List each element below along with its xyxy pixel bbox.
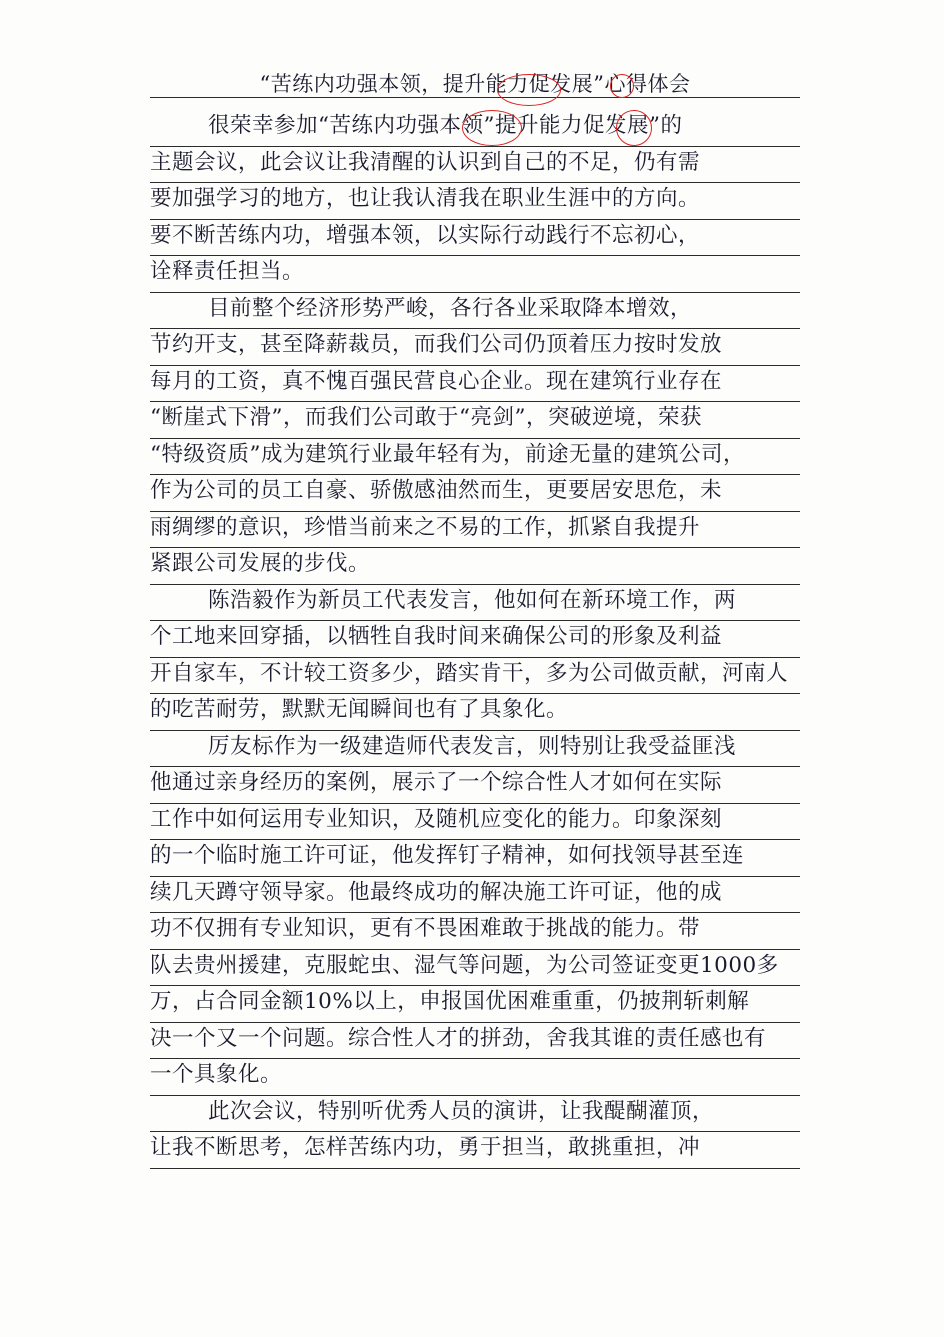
text-line: 万，占合同金额10%以上，申报国优困难重重，仍披荆斩刺解 [150,989,750,1014]
text-line: 诠释责任担当。 [150,259,305,284]
text-line: 的吃苦耐劳，默默无闻瞬间也有了具象化。 [150,697,569,722]
ruled-line [150,803,800,804]
text-line: 节约开支，甚至降薪裁员，而我们公司仍顶着压力按时发放 [150,332,723,357]
text-line: 的一个临时施工许可证，他发挥钉子精神，如何找领导甚至连 [150,843,745,868]
ruled-line [150,328,800,329]
correction-circle [610,74,634,98]
text-line: 让我不断思考，怎样苦练内功，勇于担当，敢挑重担，冲 [150,1135,701,1160]
ruled-line [150,219,800,220]
text-line: 此次会议，特别听优秀人员的演讲，让我醍醐灌顶， [208,1098,715,1124]
ruled-line [150,182,800,183]
text-line: 要不断苦练内功，增强本领，以实际行动践行不忘初心， [150,222,701,248]
text-line: 陈浩毅作为新员工代表发言，他如何在新环境工作，两 [208,587,737,613]
ruled-line [150,693,800,694]
ruled-line [150,547,800,548]
correction-circle [462,110,522,146]
ruled-line [150,1022,800,1023]
text-line: 要加强学习的地方，也让我认清我在职业生涯中的方向。 [150,186,701,211]
text-line: 每月的工资，真不愧百强民营良心企业。现在建筑行业存在 [150,368,723,394]
text-line: 紧跟公司发展的步伐。 [150,551,371,576]
ruled-line [150,438,800,439]
ruled-line [150,255,800,256]
text-line: 作为公司的员工自豪、骄傲感油然而生，更要居安思危，未 [150,478,723,503]
ruled-line [150,730,800,731]
correction-circle [616,110,652,146]
text-line: 续几天蹲守领导家。他最终成功的解决施工许可证，他的成 [150,879,723,905]
text-line: 个工地来回穿插，以牺牲自我时间来确保公司的形象及利益 [150,624,723,649]
ruled-line [150,912,800,913]
ruled-line [150,1168,800,1169]
correction-circle [497,74,561,106]
ruled-line [150,146,800,147]
ruled-line [150,839,800,840]
text-line: 开自家车，不计较工资多少，踏实肯干，多为公司做贡献，河南人 [150,660,789,686]
ruled-line [150,584,800,585]
ruled-line [150,511,800,512]
text-line: 很荣幸参加“苦练内功强本领”提升能力促发展”的 [208,113,683,138]
ruled-line [150,620,800,621]
ruled-line [150,766,800,767]
ruled-line [150,1095,800,1096]
text-line: 工作中如何运用专业知识，及随机应变化的能力。印象深刻 [150,806,723,832]
ruled-line [150,949,800,950]
ruled-line [150,657,800,658]
ruled-line [150,1131,800,1132]
text-line: 一个具象化。 [150,1062,283,1087]
text-line: 他通过亲身经历的案例，展示了一个综合性人才如何在实际 [150,770,723,795]
text-line: 厉友标作为一级建造师代表发言，则特别让我受益匪浅 [208,733,737,759]
text-line: 队去贵州援建，克服蛇虫、湿气等问题，为公司签证变更1000多 [150,952,779,978]
ruled-line [150,292,800,293]
ruled-line [150,474,800,475]
text-line: 主题会议，此会议让我清醒的认识到自己的不足，仍有需 [150,149,701,175]
ruled-line [150,401,800,402]
text-line: 功不仅拥有专业知识，更有不畏困难敢于挑战的能力。带 [150,916,701,941]
text-line: 目前整个经济形势严峻，各行各业采取降本增效， [208,295,693,321]
ruled-line [150,985,800,986]
text-line: 决一个又一个问题。综合性人才的拼劲，舍我其谁的责任感也有 [150,1025,767,1051]
ruled-line [150,365,800,366]
ruled-line [150,1058,800,1059]
text-line: 雨绸缪的意识，珍惜当前来之不易的工作，抓紧自我提升 [150,514,701,540]
document-title: “苦练内功强本领，提升能力促发展”心得体会 [259,72,691,96]
text-line: “断崖式下滑”，而我们公司敢于“亮剑”，突破逆境，荣获 [150,405,702,430]
ruled-line [150,876,800,877]
text-line: “特级资质”成为建筑行业最年轻有为，前途无量的建筑公司， [150,441,745,467]
